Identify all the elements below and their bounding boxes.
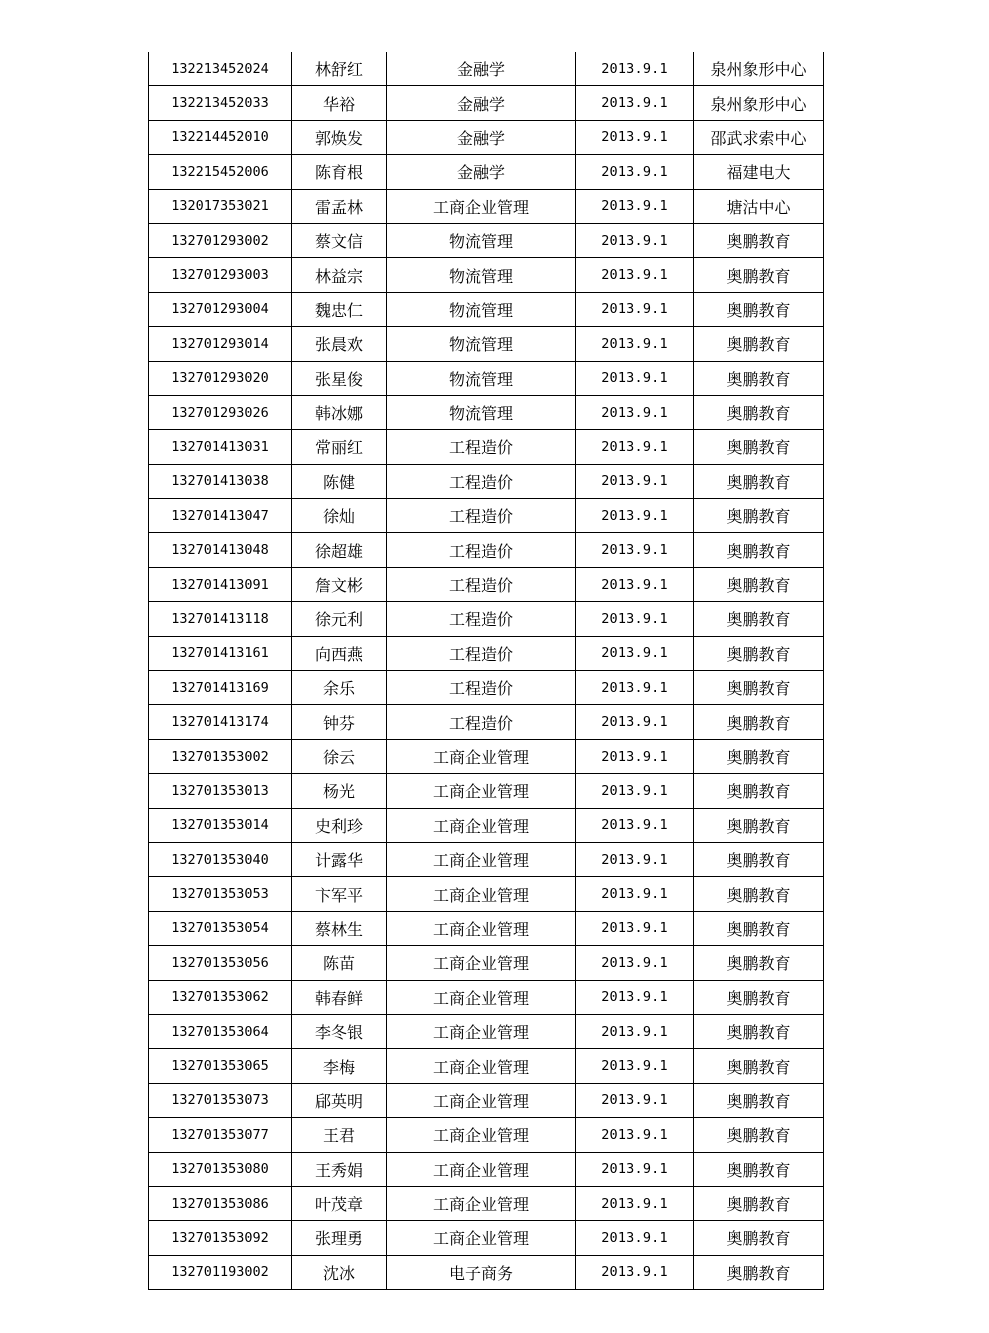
study-center-cell: 奥鹏教育	[694, 911, 824, 945]
study-center-cell: 奥鹏教育	[694, 774, 824, 808]
student-id-cell: 132701353073	[149, 1083, 292, 1117]
major-cell: 金融学	[387, 120, 576, 154]
student-name-cell: 张理勇	[292, 1221, 387, 1255]
study-center-cell: 塘沽中心	[694, 189, 824, 223]
table-row	[149, 705, 824, 739]
enrollment-date-cell: 2013.9.1	[576, 189, 694, 223]
student-id-cell: 132701293026	[149, 395, 292, 429]
student-id-cell: 132701413031	[149, 430, 292, 464]
major-cell: 工程造价	[387, 636, 576, 670]
student-name-cell: 韩冰娜	[292, 395, 387, 429]
enrollment-date-cell: 2013.9.1	[576, 602, 694, 636]
study-center-cell: 奥鹏教育	[694, 499, 824, 533]
study-center-cell: 奥鹏教育	[694, 636, 824, 670]
enrollment-date-cell: 2013.9.1	[576, 808, 694, 842]
enrollment-date-cell: 2013.9.1	[576, 464, 694, 498]
enrollment-date-cell: 2013.9.1	[576, 1186, 694, 1220]
table-row	[149, 980, 824, 1014]
student-id-cell: 132701193002	[149, 1255, 292, 1289]
student-id-cell: 132701353065	[149, 1049, 292, 1083]
student-name-cell: 雷孟林	[292, 189, 387, 223]
student-id-cell: 132701413174	[149, 705, 292, 739]
major-cell: 工商企业管理	[387, 1186, 576, 1220]
student-name-cell: 王秀娟	[292, 1152, 387, 1186]
table-row	[149, 1014, 824, 1048]
table-row	[149, 86, 824, 120]
major-cell: 工商企业管理	[387, 842, 576, 876]
student-id-cell: 132215452006	[149, 155, 292, 189]
student-id-cell: 132701413038	[149, 464, 292, 498]
enrollment-date-cell: 2013.9.1	[576, 567, 694, 601]
student-id-cell: 132701413161	[149, 636, 292, 670]
study-center-cell: 奥鹏教育	[694, 739, 824, 773]
table-row	[149, 430, 824, 464]
table-row	[149, 1255, 824, 1289]
table-row	[149, 1152, 824, 1186]
enrollment-date-cell: 2013.9.1	[576, 327, 694, 361]
table-row	[149, 464, 824, 498]
table-row	[149, 499, 824, 533]
major-cell: 工商企业管理	[387, 1049, 576, 1083]
major-cell: 工商企业管理	[387, 946, 576, 980]
table-row	[149, 292, 824, 326]
student-name-cell: 张晨欢	[292, 327, 387, 361]
table-row	[149, 671, 824, 705]
major-cell: 工程造价	[387, 705, 576, 739]
student-name-cell: 卞军平	[292, 877, 387, 911]
major-cell: 工商企业管理	[387, 1118, 576, 1152]
major-cell: 金融学	[387, 86, 576, 120]
enrollment-date-cell: 2013.9.1	[576, 877, 694, 911]
enrollment-date-cell: 2013.9.1	[576, 1049, 694, 1083]
student-id-cell: 132701413048	[149, 533, 292, 567]
enrollment-date-cell: 2013.9.1	[576, 120, 694, 154]
major-cell: 工程造价	[387, 464, 576, 498]
student-id-cell: 132701413047	[149, 499, 292, 533]
major-cell: 工程造价	[387, 602, 576, 636]
study-center-cell: 奥鹏教育	[694, 533, 824, 567]
table-row	[149, 223, 824, 257]
study-center-cell: 泉州象形中心	[694, 86, 824, 120]
student-name-cell: 徐元利	[292, 602, 387, 636]
student-name-cell: 郈英明	[292, 1083, 387, 1117]
student-name-cell: 王君	[292, 1118, 387, 1152]
student-name-cell: 林舒红	[292, 52, 387, 86]
student-name-cell: 华裕	[292, 86, 387, 120]
table-row	[149, 1049, 824, 1083]
student-id-cell: 132701353062	[149, 980, 292, 1014]
enrollment-date-cell: 2013.9.1	[576, 499, 694, 533]
enrollment-date-cell: 2013.9.1	[576, 52, 694, 86]
enrollment-date-cell: 2013.9.1	[576, 533, 694, 567]
enrollment-date-cell: 2013.9.1	[576, 1014, 694, 1048]
enrollment-date-cell: 2013.9.1	[576, 946, 694, 980]
table-row	[149, 155, 824, 189]
enrollment-date-cell: 2013.9.1	[576, 395, 694, 429]
student-id-cell: 132701353092	[149, 1221, 292, 1255]
table-row	[149, 1186, 824, 1220]
enrollment-date-cell: 2013.9.1	[576, 705, 694, 739]
student-name-cell: 计露华	[292, 842, 387, 876]
table-row	[149, 842, 824, 876]
table-row	[149, 946, 824, 980]
student-name-cell: 沈冰	[292, 1255, 387, 1289]
study-center-cell: 奥鹏教育	[694, 1221, 824, 1255]
enrollment-date-cell: 2013.9.1	[576, 155, 694, 189]
student-roster-table	[148, 52, 824, 1290]
study-center-cell: 奥鹏教育	[694, 361, 824, 395]
student-id-cell: 132701353064	[149, 1014, 292, 1048]
enrollment-date-cell: 2013.9.1	[576, 258, 694, 292]
student-name-cell: 钟芬	[292, 705, 387, 739]
major-cell: 工商企业管理	[387, 1014, 576, 1048]
major-cell: 物流管理	[387, 223, 576, 257]
study-center-cell: 奥鹏教育	[694, 430, 824, 464]
student-name-cell: 陈健	[292, 464, 387, 498]
major-cell: 工商企业管理	[387, 774, 576, 808]
study-center-cell: 奥鹏教育	[694, 223, 824, 257]
major-cell: 工商企业管理	[387, 1221, 576, 1255]
table-row	[149, 602, 824, 636]
student-id-cell: 132701293020	[149, 361, 292, 395]
major-cell: 工程造价	[387, 671, 576, 705]
enrollment-date-cell: 2013.9.1	[576, 911, 694, 945]
major-cell: 金融学	[387, 52, 576, 86]
study-center-cell: 奥鹏教育	[694, 1255, 824, 1289]
study-center-cell: 奥鹏教育	[694, 258, 824, 292]
student-id-cell: 132701293004	[149, 292, 292, 326]
table-row	[149, 52, 824, 86]
table-row	[149, 739, 824, 773]
student-id-cell: 132701353056	[149, 946, 292, 980]
major-cell: 工商企业管理	[387, 739, 576, 773]
enrollment-date-cell: 2013.9.1	[576, 1152, 694, 1186]
roster-body	[149, 52, 824, 1290]
study-center-cell: 奥鹏教育	[694, 877, 824, 911]
enrollment-date-cell: 2013.9.1	[576, 361, 694, 395]
major-cell: 物流管理	[387, 292, 576, 326]
major-cell: 物流管理	[387, 395, 576, 429]
study-center-cell: 奥鹏教育	[694, 567, 824, 601]
table-row	[149, 1083, 824, 1117]
student-id-cell: 132701293014	[149, 327, 292, 361]
enrollment-date-cell: 2013.9.1	[576, 86, 694, 120]
major-cell: 工商企业管理	[387, 911, 576, 945]
table-row	[149, 877, 824, 911]
study-center-cell: 奥鹏教育	[694, 671, 824, 705]
student-id-cell: 132701353077	[149, 1118, 292, 1152]
major-cell: 工商企业管理	[387, 980, 576, 1014]
major-cell: 工商企业管理	[387, 1152, 576, 1186]
table-row	[149, 120, 824, 154]
table-row	[149, 189, 824, 223]
student-name-cell: 张星俊	[292, 361, 387, 395]
student-id-cell: 132701353080	[149, 1152, 292, 1186]
study-center-cell: 邵武求索中心	[694, 120, 824, 154]
enrollment-date-cell: 2013.9.1	[576, 842, 694, 876]
student-id-cell: 132701353014	[149, 808, 292, 842]
study-center-cell: 奥鹏教育	[694, 292, 824, 326]
major-cell: 工商企业管理	[387, 189, 576, 223]
study-center-cell: 奥鹏教育	[694, 946, 824, 980]
student-name-cell: 杨光	[292, 774, 387, 808]
student-name-cell: 史利珍	[292, 808, 387, 842]
student-name-cell: 陈苗	[292, 946, 387, 980]
student-id-cell: 132701293002	[149, 223, 292, 257]
major-cell: 工程造价	[387, 533, 576, 567]
enrollment-date-cell: 2013.9.1	[576, 292, 694, 326]
enrollment-date-cell: 2013.9.1	[576, 980, 694, 1014]
enrollment-date-cell: 2013.9.1	[576, 430, 694, 464]
major-cell: 物流管理	[387, 361, 576, 395]
major-cell: 电子商务	[387, 1255, 576, 1289]
enrollment-date-cell: 2013.9.1	[576, 636, 694, 670]
study-center-cell: 奥鹏教育	[694, 842, 824, 876]
major-cell: 金融学	[387, 155, 576, 189]
student-name-cell: 蔡文信	[292, 223, 387, 257]
enrollment-date-cell: 2013.9.1	[576, 1118, 694, 1152]
table-row	[149, 808, 824, 842]
student-id-cell: 132213452033	[149, 86, 292, 120]
enrollment-date-cell: 2013.9.1	[576, 739, 694, 773]
student-name-cell: 余乐	[292, 671, 387, 705]
student-name-cell: 陈育根	[292, 155, 387, 189]
table-row	[149, 361, 824, 395]
student-name-cell: 林益宗	[292, 258, 387, 292]
study-center-cell: 奥鹏教育	[694, 705, 824, 739]
student-name-cell: 向西燕	[292, 636, 387, 670]
study-center-cell: 奥鹏教育	[694, 1083, 824, 1117]
enrollment-date-cell: 2013.9.1	[576, 671, 694, 705]
study-center-cell: 奥鹏教育	[694, 1186, 824, 1220]
enrollment-date-cell: 2013.9.1	[576, 774, 694, 808]
enrollment-date-cell: 2013.9.1	[576, 223, 694, 257]
student-name-cell: 郭焕发	[292, 120, 387, 154]
student-id-cell: 132701413091	[149, 567, 292, 601]
student-id-cell: 132701413169	[149, 671, 292, 705]
student-name-cell: 韩春鲜	[292, 980, 387, 1014]
student-id-cell: 132701293003	[149, 258, 292, 292]
student-name-cell: 徐灿	[292, 499, 387, 533]
student-id-cell: 132701353054	[149, 911, 292, 945]
enrollment-date-cell: 2013.9.1	[576, 1255, 694, 1289]
study-center-cell: 福建电大	[694, 155, 824, 189]
major-cell: 工程造价	[387, 567, 576, 601]
student-id-cell: 132701353053	[149, 877, 292, 911]
study-center-cell: 奥鹏教育	[694, 395, 824, 429]
table-row	[149, 774, 824, 808]
study-center-cell: 奥鹏教育	[694, 1118, 824, 1152]
student-id-cell: 132701353040	[149, 842, 292, 876]
table-row	[149, 1221, 824, 1255]
enrollment-date-cell: 2013.9.1	[576, 1083, 694, 1117]
student-id-cell: 132701413118	[149, 602, 292, 636]
table-row	[149, 395, 824, 429]
student-id-cell: 132701353086	[149, 1186, 292, 1220]
table-row	[149, 911, 824, 945]
table-row	[149, 327, 824, 361]
student-id-cell: 132701353002	[149, 739, 292, 773]
major-cell: 工商企业管理	[387, 877, 576, 911]
major-cell: 工程造价	[387, 499, 576, 533]
major-cell: 工程造价	[387, 430, 576, 464]
study-center-cell: 泉州象形中心	[694, 52, 824, 86]
study-center-cell: 奥鹏教育	[694, 1014, 824, 1048]
major-cell: 物流管理	[387, 327, 576, 361]
study-center-cell: 奥鹏教育	[694, 1152, 824, 1186]
student-id-cell: 132701353013	[149, 774, 292, 808]
study-center-cell: 奥鹏教育	[694, 980, 824, 1014]
student-name-cell: 蔡林生	[292, 911, 387, 945]
student-name-cell: 魏忠仁	[292, 292, 387, 326]
student-name-cell: 叶茂章	[292, 1186, 387, 1220]
study-center-cell: 奥鹏教育	[694, 1049, 824, 1083]
major-cell: 工商企业管理	[387, 808, 576, 842]
student-name-cell: 李冬银	[292, 1014, 387, 1048]
table-row	[149, 533, 824, 567]
student-id-cell: 132213452024	[149, 52, 292, 86]
student-name-cell: 李梅	[292, 1049, 387, 1083]
student-name-cell: 徐超雄	[292, 533, 387, 567]
student-id-cell: 132214452010	[149, 120, 292, 154]
student-id-cell: 132017353021	[149, 189, 292, 223]
student-name-cell: 詹文彬	[292, 567, 387, 601]
study-center-cell: 奥鹏教育	[694, 602, 824, 636]
enrollment-date-cell: 2013.9.1	[576, 1221, 694, 1255]
table-row	[149, 567, 824, 601]
study-center-cell: 奥鹏教育	[694, 327, 824, 361]
table-row	[149, 1118, 824, 1152]
student-name-cell: 徐云	[292, 739, 387, 773]
student-name-cell: 常丽红	[292, 430, 387, 464]
major-cell: 物流管理	[387, 258, 576, 292]
table-row	[149, 636, 824, 670]
table-row	[149, 258, 824, 292]
study-center-cell: 奥鹏教育	[694, 464, 824, 498]
study-center-cell: 奥鹏教育	[694, 808, 824, 842]
major-cell: 工商企业管理	[387, 1083, 576, 1117]
